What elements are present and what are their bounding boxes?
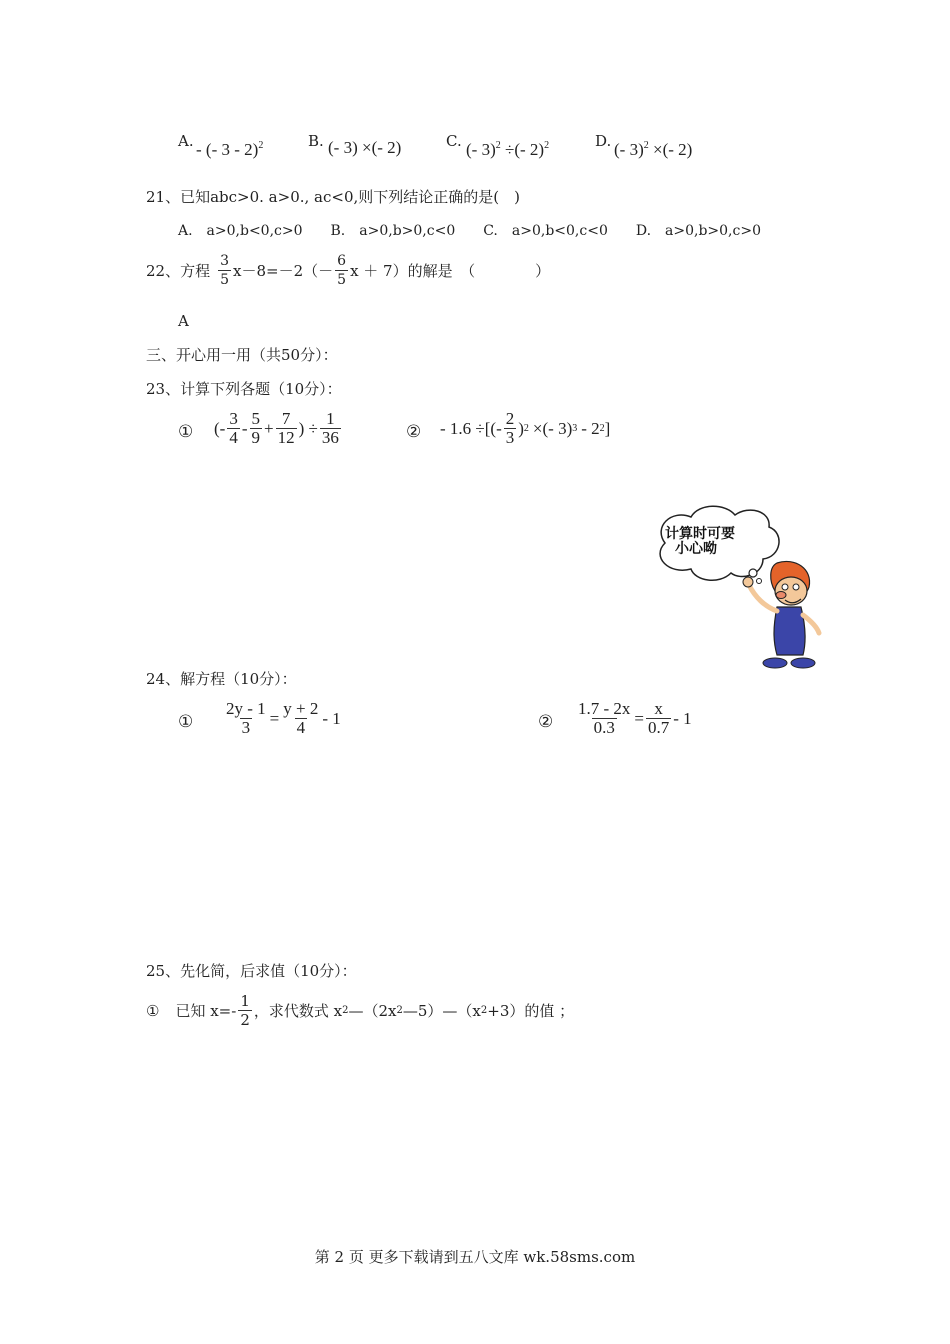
q22-middle: x－8=－2（－	[233, 262, 334, 280]
q22-prefix: 22、方程	[146, 262, 211, 280]
q24-equation-2: $\frac{1.7 - 2x}{0.3}$ = $\frac{x}{0.7}$ - 1	[578, 699, 692, 737]
q20-option-c-expr: (- 3)$^2$ ÷(- 2)$^2$	[466, 140, 550, 159]
q25-statement: ① 已知 x=- $\frac{1}{2}$ ，求代数式 x 2 —（2x 2 —5）—（x 2 +3）的值 ；	[146, 992, 575, 1029]
q23-e1-frac-2: $\frac{5}{9}$	[251, 409, 260, 447]
q22-suffix: x ＋ 7）的解是 （ ）	[350, 262, 551, 280]
character-eye-right	[793, 584, 799, 590]
q23-circle-2: ②	[406, 422, 422, 442]
q24-circle-2: ②	[538, 712, 554, 732]
q23-title: 23、计算下列各题（10分）：	[146, 380, 342, 398]
q23-e1-frac-1: $\frac{3}{4}$	[229, 409, 238, 447]
character-eye-left	[782, 584, 788, 590]
speech-bubble-line-1: 计算时可要	[665, 526, 735, 542]
bubble-dot-2	[757, 579, 762, 584]
q20-option-c-label: C.	[446, 132, 462, 150]
q20-option-b-expr: (- 3) ×(- 2)	[328, 138, 402, 157]
character-shoe-left	[763, 658, 787, 668]
q23-e2-frac: $\frac{2}{3}$	[505, 409, 515, 447]
character-face	[775, 577, 807, 605]
q20-option-b-label: B.	[308, 132, 324, 150]
q24-e1-left-frac: $\frac{2y - 1}{3}$	[226, 699, 266, 737]
q23-e1-frac-3: $\frac{7}{12}$	[277, 409, 295, 447]
speech-bubble-text	[665, 527, 735, 557]
q22-stem	[146, 252, 550, 289]
q23-expression-2: - 1.6 ÷[(- $\frac{2}{3}$ ) 2 ×(- 3) 3 - 2 2 ]	[440, 409, 611, 447]
q25-title: 25、先化简，后求值（10分）：	[146, 962, 357, 980]
q20-option-a-label: A.	[178, 132, 194, 150]
character-hand-left	[743, 577, 753, 587]
q25-circle-1: ①	[146, 1001, 160, 1020]
q23-e1-frac-4: $\frac{1}{36}$	[321, 409, 339, 447]
q23-circle-1: ①	[178, 422, 194, 442]
q25-given: 已知 x=-	[175, 1002, 237, 1020]
speech-bubble-line-2: 小心呦	[675, 541, 717, 557]
q21-options: A. a>0,b<0,c>0 B. a>0,b>0,c<0 C. a>0,b<0,c<0 D. a>0,b>0,c>0	[178, 223, 761, 239]
q24-e2-left-frac: $\frac{1.7 - 2x}{0.3}$	[578, 699, 631, 737]
q22-answer: A	[178, 312, 189, 330]
section-3-heading: 三、开心用一用（共50分）：	[146, 346, 338, 364]
character-overalls	[774, 607, 805, 655]
q23-expression-1: (- $\frac{3}{4}$ - $\frac{5}{9}$ + $\frac{7}{12}$ ) ÷ $\frac{1}{36}$	[214, 409, 339, 447]
q24-e1-right-frac: $\frac{y + 2}{4}$	[283, 699, 319, 737]
q25-fraction: $\frac{1}{2}$	[240, 992, 250, 1029]
q24-circle-1: ①	[178, 712, 194, 732]
q24-e2-right-frac: $\frac{x}{0.7}$	[648, 699, 670, 737]
character-nose	[776, 592, 786, 599]
character-shoe-right	[791, 658, 815, 668]
q20-option-d-expr: (- 3)$^2$ ×(- 2)	[614, 140, 693, 159]
bubble-dot-1	[749, 569, 757, 577]
character-arm-left	[749, 585, 777, 611]
q22-fraction-2: $\frac{6}{5}$	[337, 253, 347, 288]
cartoon-character	[645, 505, 825, 675]
q21-stem: 21、已知abc>0. a>0., ac<0,则下列结论正确的是( )	[146, 188, 520, 206]
q22-fraction-1: $\frac{3}{5}$	[220, 253, 230, 288]
q20-option-d-label: D.	[595, 132, 612, 150]
q20-option-a-expr: - (- 3 - 2)$^2$	[196, 140, 264, 159]
q24-equation-1: $\frac{2y - 1}{3}$ = $\frac{y + 2}{4}$ - 1	[226, 699, 341, 737]
q24-title: 24、解方程（10分）：	[146, 670, 297, 688]
page-footer: 第 2 页 更多下载请到五八文库 wk.58sms.com	[314, 1248, 636, 1266]
